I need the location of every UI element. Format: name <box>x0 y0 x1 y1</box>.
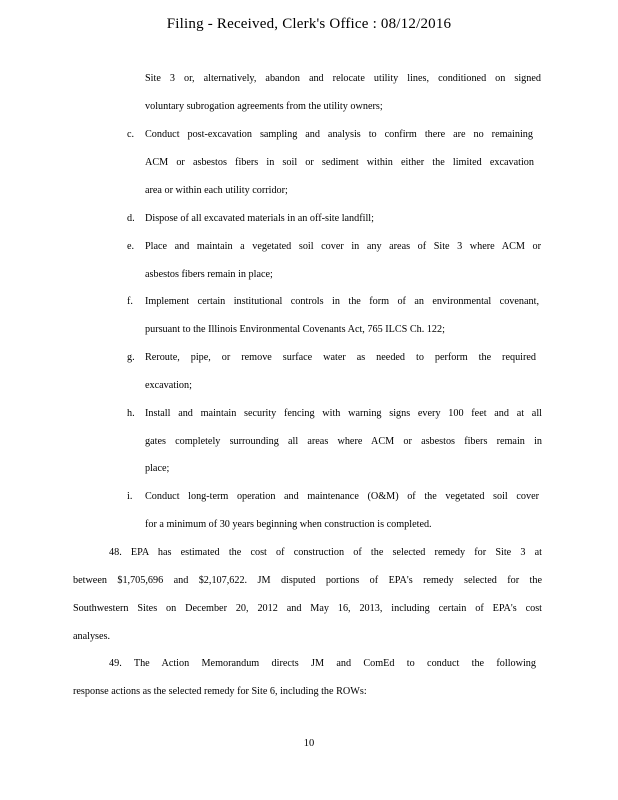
item-i-line-1: Conduct long-term operation and maintenance (O&M) of the vegetated soil cover <box>145 491 539 502</box>
item-i-line-2: for a minimum of 30 years beginning when construction is completed. <box>145 519 432 530</box>
item-d-marker: d. <box>127 213 135 224</box>
item-c-marker: c. <box>127 129 135 140</box>
item-f-line-2: pursuant to the Illinois Environmental Covenants Act, 765 ILCS Ch. 122; <box>145 324 445 335</box>
item-b-line-2: voluntary subrogation agreements from the utility owners; <box>145 101 383 112</box>
para-48-line-4: analyses. <box>73 631 111 642</box>
item-c-line-1: Conduct post-excavation sampling and analysis to confirm there are no remaining <box>145 129 533 140</box>
item-b-line-1: Site 3 or, alternatively, abandon and relocate utility lines, conditioned on signed <box>145 73 541 84</box>
item-e-line-2: asbestos fibers remain in place; <box>145 269 273 280</box>
item-d-line-1: Dispose of all excavated materials in an off-site landfill; <box>145 213 374 224</box>
para-48-line-1: 48. EPA has estimated the cost of construction of the selected remedy for Site 3 at <box>109 547 542 558</box>
para-49-line-1: 49. The Action Memorandum directs JM and ComEd to conduct the following <box>109 658 536 669</box>
item-g-marker: g. <box>127 352 135 363</box>
item-g-line-2: excavation; <box>145 380 192 391</box>
item-c-line-3: area or within each utility corridor; <box>145 185 288 196</box>
item-c-line-2: ACM or asbestos fibers in soil or sediment within either the limited excavation <box>145 157 534 168</box>
para-48-line-2: between $1,705,696 and $2,107,622. JM disputed portions of EPA's remedy selected for the <box>73 575 542 586</box>
para-49-line-2: response actions as the selected remedy for Site 6, including the ROWs: <box>73 686 367 697</box>
item-e-line-1: Place and maintain a vegetated soil cover in any areas of Site 3 where ACM or <box>145 241 541 252</box>
item-h-marker: h. <box>127 408 135 419</box>
item-i-marker: i. <box>127 491 133 502</box>
item-h-line-2: gates completely surrounding all areas where ACM or asbestos fibers remain in <box>145 436 542 447</box>
item-h-line-1: Install and maintain security fencing with warning signs every 100 feet and at all <box>145 408 542 419</box>
item-g-line-1: Reroute, pipe, or remove surface water as needed to perform the required <box>145 352 536 363</box>
item-f-line-1: Implement certain institutional controls in the form of an environmental covenant, <box>145 296 539 307</box>
para-48-line-3: Southwestern Sites on December 20, 2012 and May 16, 2013, including certain of EPA's cost <box>73 603 542 614</box>
page-number: 10 <box>303 738 315 749</box>
item-e-marker: e. <box>127 241 135 252</box>
item-h-line-3: place; <box>145 463 170 474</box>
item-f-marker: f. <box>127 296 133 307</box>
filing-header: Filing - Received, Clerk's Office : 08/12/2016 <box>166 16 452 32</box>
